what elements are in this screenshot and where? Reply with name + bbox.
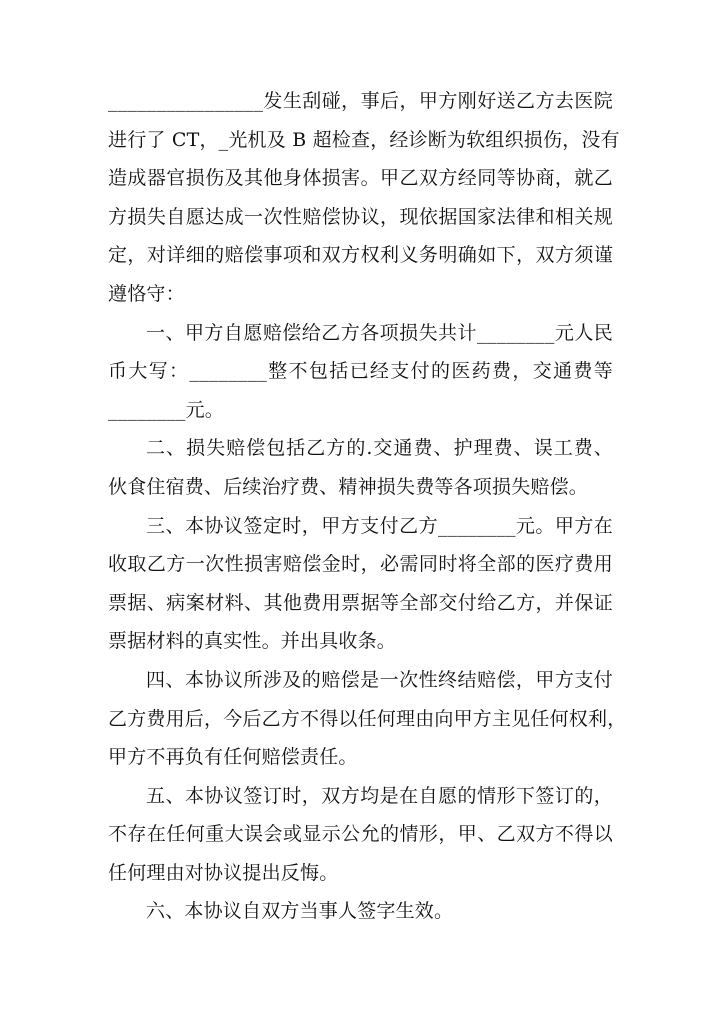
clause-3-line: 收取乙方一次性损害赔偿金时，必需同时将全部的医疗费用 [108, 553, 613, 576]
clause-5-line: 不存在任何重大误会或显示公允的情形，甲、乙双方不得以 [108, 823, 613, 846]
clause-4-line: 乙方费用后，今后乙方不得以任何理由向甲方主见任何权利， [108, 707, 627, 730]
clause-2-line: 伙食住宿费、后续治疗费、精神损失费等各项损失赔偿。 [108, 475, 589, 498]
agreement-body [108, 82, 627, 931]
clause-6-line: 六、本协议自双方当事人签字生效。 [146, 900, 454, 923]
clause-4-line: 甲方不再负有任何赔偿责任。 [108, 746, 358, 769]
clause-1-line: 一、甲方自愿赔偿给乙方各项损失共计________元人民 [146, 321, 613, 344]
clause-3-line: 票据材料的真实性。并出具收条。 [108, 630, 397, 653]
clause-3-line: 三、本协议签定时，甲方支付乙方________元。甲方在 [146, 514, 613, 537]
clause-1-line: 币大写：________整不包括已经支付的医药费，交通费等 [108, 360, 613, 383]
text-line: 方损失自愿达成一次性赔偿协议，现依据国家法律和相关规 [108, 205, 613, 228]
clause-4-line: 四、本协议所涉及的赔偿是一次性终结赔偿，甲方支付 [146, 668, 613, 691]
text-line: 造成器官损伤及其他身体损害。甲乙双方经同等协商，就乙 [108, 167, 613, 190]
text-line: 遵恪守： [108, 282, 185, 305]
clause-3-line: 票据、病案材料、其他费用票据等全部交付给乙方，并保证 [108, 591, 613, 614]
clause-2-line: 二、损失赔偿包括乙方的.交通费、护理费、误工费、 [146, 437, 613, 460]
text-line: 定，对详细的赔偿事项和双方权利义务明确如下，双方须谨 [108, 244, 613, 267]
text-line: 进行了 CT，_光机及 B 超检查，经诊断为软组织损伤，没有 [108, 128, 620, 151]
clause-5-line: 五、本协议签订时，双方均是在自愿的情形下签订的， [146, 784, 613, 807]
clause-1-line: ________元。 [108, 398, 225, 421]
clause-5-line: 任何理由对协议提出反悔。 [108, 861, 339, 884]
text-line: ________________发生刮碰，事后，甲方刚好送乙方去医院 [108, 90, 613, 112]
